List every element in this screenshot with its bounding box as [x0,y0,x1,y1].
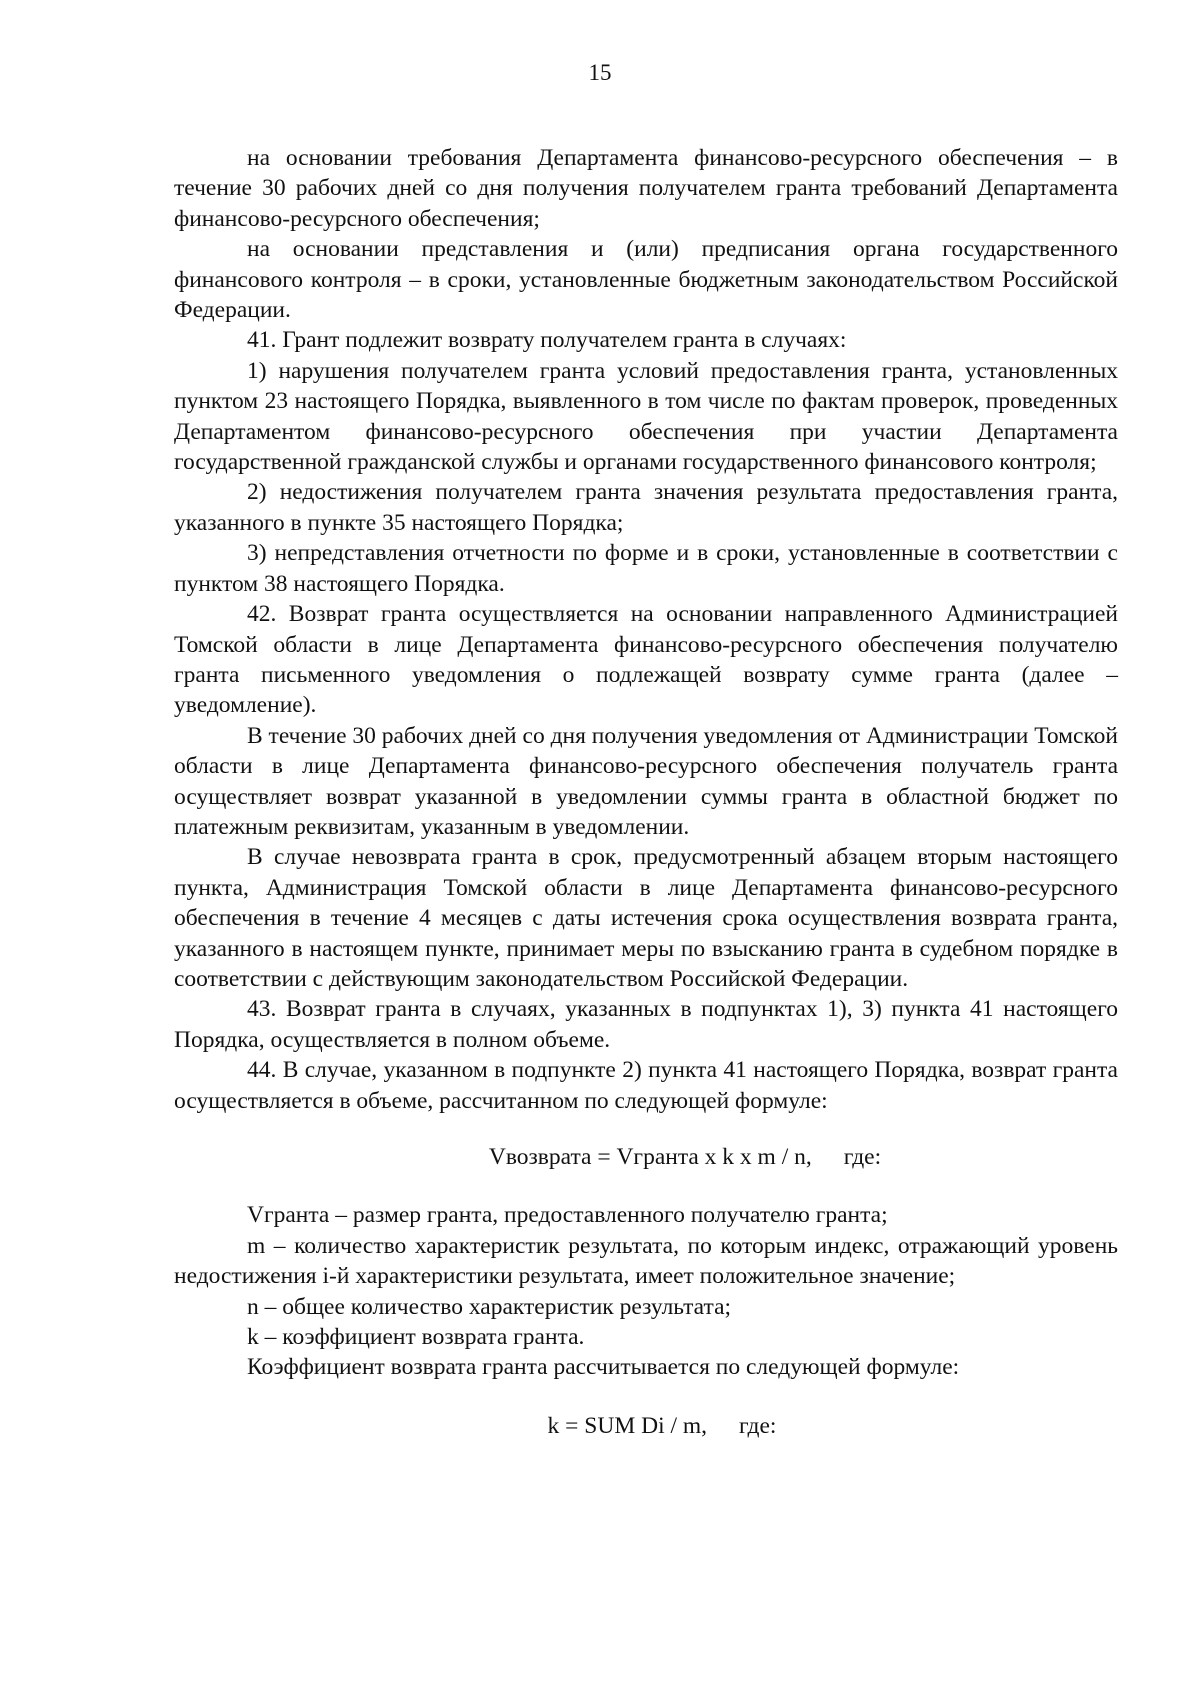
paragraph: 43. Возврат гранта в случаях, указанных в подпунктах 1), 3) пункта 41 настоящего Порядка, осуществляется в полном объеме. [174,996,1118,1053]
formula-where: где: [843,1144,882,1170]
paragraph: 2) недостижения получателем гранта значения результата предоставления гранта, указанного в пункте 35 настоящего Порядка; [174,479,1118,536]
formula-coefficient [174,1411,1118,1441]
definition: k – коэффициент возврата гранта. [247,1324,585,1351]
page-number: 15 [588,60,612,85]
paragraph: 44. В случае, указанном в подпункте 2) пункта 41 настоящего Порядка, возврат гранта осуществляется в объеме, рассчитанном по следующей формуле: [174,1057,1118,1114]
definition: Vгранта – размер гранта, предоставленного получателю гранта; [247,1202,888,1229]
paragraph: на основании представления и (или) предписания органа государственного финансового контроля – в сроки, установленные бюджетным законодательством Российской Федерации. [174,236,1118,324]
definition: m – количество характеристик результата, по которым индекс, отражающий уровень недостижения i-й характеристики результата, имеет положительное значение; [174,1232,1118,1290]
paragraph: 41. Грант подлежит возврату получателем гранта в случаях: [247,327,847,354]
paragraph: 3) непредставления отчетности по форме и в сроки, установленные в соответствии с пунктом 38 настоящего Порядка. [174,540,1118,597]
paragraph: на основании требования Департамента финансово-ресурсного обеспечения – в течение 30 рабочих дней со дня получения получателем гранта требований Департамента финансово-ресурсного обеспечения; [174,145,1118,232]
paragraph: В случае невозврата гранта в срок, предусмотренный абзацем вторым настоящего пункта, Администрация Томской области в лице Департамента финансово-ресурсного обеспечения в течение 4 месяцев с даты истечения срока осуществления возврата гранта, указанного в настоящем пункте, принимает меры по взысканию гранта в судебном порядке в соответствии с действующим законодательством Российской Федерации. [174,844,1118,992]
document-body [174,143,1118,1441]
definition: Коэффициент возврата гранта рассчитывается по следующей формуле: [247,1354,960,1381]
paragraph: 42. Возврат гранта осуществляется на основании направленного Администрацией Томской области в лице Департамента финансово-ресурсного обеспечения получателю гранта письменного уведомления о подлежащей возврату сумме гранта (далее – уведомление). [174,601,1118,719]
formula-expression: k = SUM Di / m, [547,1412,708,1439]
formula-expression: Vвозврата = Vгранта x k x m / n, [488,1144,812,1170]
paragraph: В течение 30 рабочих дней со дня получения уведомления от Администрации Томской области в лице Департамента финансово-ресурсного обеспечения получатель гранта осуществляет возврат указанной в уведомлении суммы гранта в областной бюджет по платежным реквизитам, указанным в уведомлении. [174,722,1118,840]
definition: n – общее количество характеристик результата; [247,1293,732,1320]
formula-where: где: [739,1412,777,1439]
formula-return-volume [174,1142,1118,1172]
paragraph: 1) нарушения получателем гранта условий предоставления гранта, установленных пунктом 23 настоящего Порядка, выявленного в том числе по фактам проверок, проведенных Департаментом финансово-ресурсного обеспечения при участии Департамента государственной гражданской службы и органами государственного финансового контроля; [174,357,1118,476]
